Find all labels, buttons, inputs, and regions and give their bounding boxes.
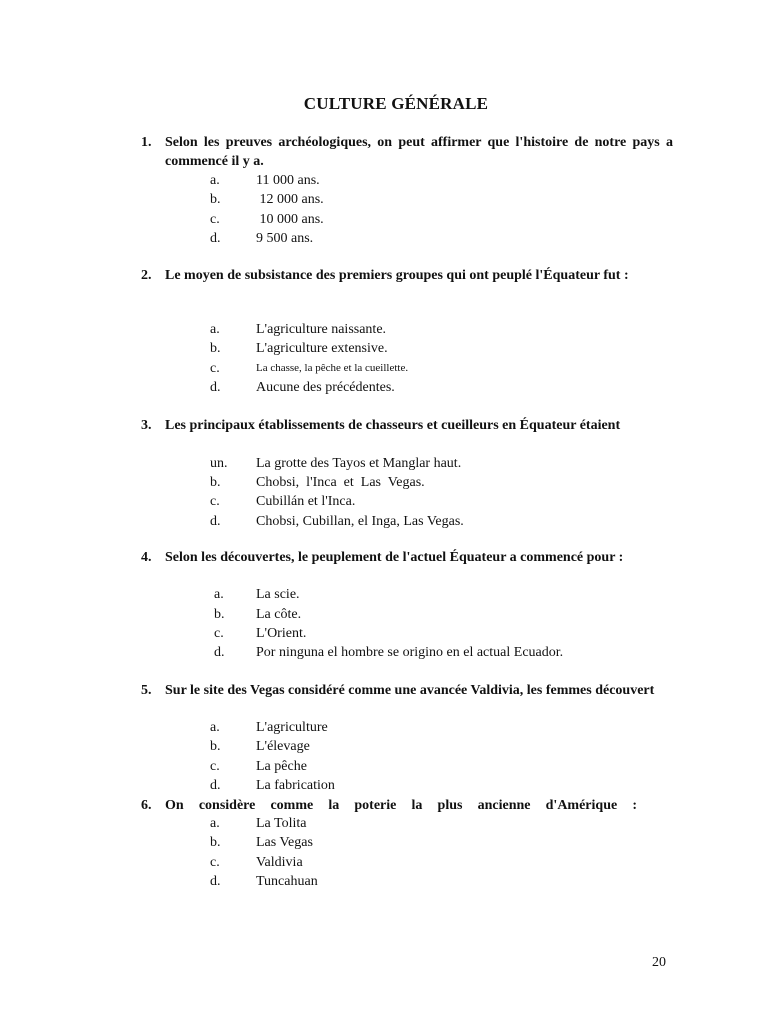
option-letter: c. — [210, 855, 220, 870]
option-text: 11 000 ans. — [256, 173, 320, 188]
option-letter: b. — [210, 341, 221, 356]
option-text: L'Orient. — [256, 626, 307, 641]
option-letter: b. — [214, 607, 225, 622]
question-text: Le moyen de subsistance des premiers groupes qui ont peuplé l'Équateur fut : — [165, 268, 629, 283]
option-letter: b. — [210, 739, 221, 754]
question-text: Les principaux établissements de chasseurs et cueilleurs en Équateur étaient — [165, 418, 621, 433]
question-4 — [141, 548, 695, 567]
option-letter: d. — [210, 231, 221, 246]
option-letter: b. — [210, 192, 221, 207]
option-letter: c. — [214, 626, 224, 641]
option-letter: b. — [210, 835, 221, 850]
option-text: La chasse, la pêche et la cueillette. — [256, 362, 409, 374]
option-letter: c. — [210, 361, 220, 376]
option-text: 12 000 ans. — [256, 192, 324, 207]
option-text: 9 500 ans. — [256, 231, 314, 246]
option-text: Las Vegas — [256, 835, 313, 850]
question-text: Selon les preuves archéologiques, on peut affirmer que l'histoire de notre pays a commencé il y a. — [165, 135, 673, 169]
option-text: La fabrication — [256, 778, 335, 793]
question-1 — [141, 133, 673, 171]
option-text: L'agriculture naissante. — [256, 322, 387, 337]
option-letter: d. — [210, 514, 221, 529]
question-text: Selon les découvertes, le peuplement de l'actuel Équateur a commencé pour : — [165, 550, 624, 565]
page-number: 20 — [652, 955, 666, 970]
option-letter: un. — [210, 456, 228, 471]
option-letter: c. — [210, 494, 220, 509]
option-text: La scie. — [256, 587, 300, 602]
option-letter: d. — [214, 645, 225, 660]
option-letter: a. — [210, 322, 220, 337]
option-letter: a. — [210, 816, 220, 831]
option-text: Por ninguna el hombre se origino en el actual Ecuador. — [256, 645, 564, 660]
option-text: Chobsi, Cubillan, el Inga, Las Vegas. — [256, 514, 464, 529]
question-number: 6. — [141, 798, 152, 813]
question-2 — [141, 266, 721, 285]
question-number: 3. — [141, 418, 152, 433]
option-text: Cubillán et l'Inca. — [256, 494, 356, 509]
option-letter: d. — [210, 778, 221, 793]
option-letter: d. — [210, 380, 221, 395]
option-text: La côte. — [256, 607, 302, 622]
option-letter: c. — [210, 759, 220, 774]
option-text: La grotte des Tayos et Manglar haut. — [256, 456, 462, 471]
question-6 — [141, 796, 637, 815]
option-text: L'agriculture — [256, 720, 328, 735]
option-text: Tuncahuan — [256, 874, 318, 889]
question-5 — [141, 681, 719, 700]
page-title: CULTURE GÉNÉRALE — [303, 94, 489, 113]
question-text: On considère comme la poterie la plus ancienne d'Amérique : — [165, 798, 637, 813]
question-number: 5. — [141, 683, 152, 698]
option-letter: a. — [210, 173, 220, 188]
option-text: Chobsi, l'Inca et Las Vegas. — [256, 475, 425, 490]
question-number: 2. — [141, 268, 152, 283]
option-text: La Tolita — [256, 816, 307, 831]
question-text: Sur le site des Vegas considéré comme une avancée Valdivia, les femmes découvert — [165, 683, 655, 698]
option-text: Valdivia — [256, 855, 303, 870]
option-text: La pêche — [256, 759, 307, 774]
option-letter: d. — [210, 874, 221, 889]
option-letter: c. — [210, 212, 220, 227]
question-number: 4. — [141, 550, 152, 565]
option-letter: a. — [210, 720, 220, 735]
option-text: L'agriculture extensive. — [256, 341, 388, 356]
option-text: 10 000 ans. — [256, 212, 324, 227]
option-text: Aucune des précédentes. — [256, 380, 395, 395]
question-3 — [141, 416, 679, 435]
option-text: L'élevage — [256, 739, 310, 754]
option-letter: a. — [214, 587, 224, 602]
option-letter: b. — [210, 475, 221, 490]
question-number: 1. — [141, 135, 152, 150]
